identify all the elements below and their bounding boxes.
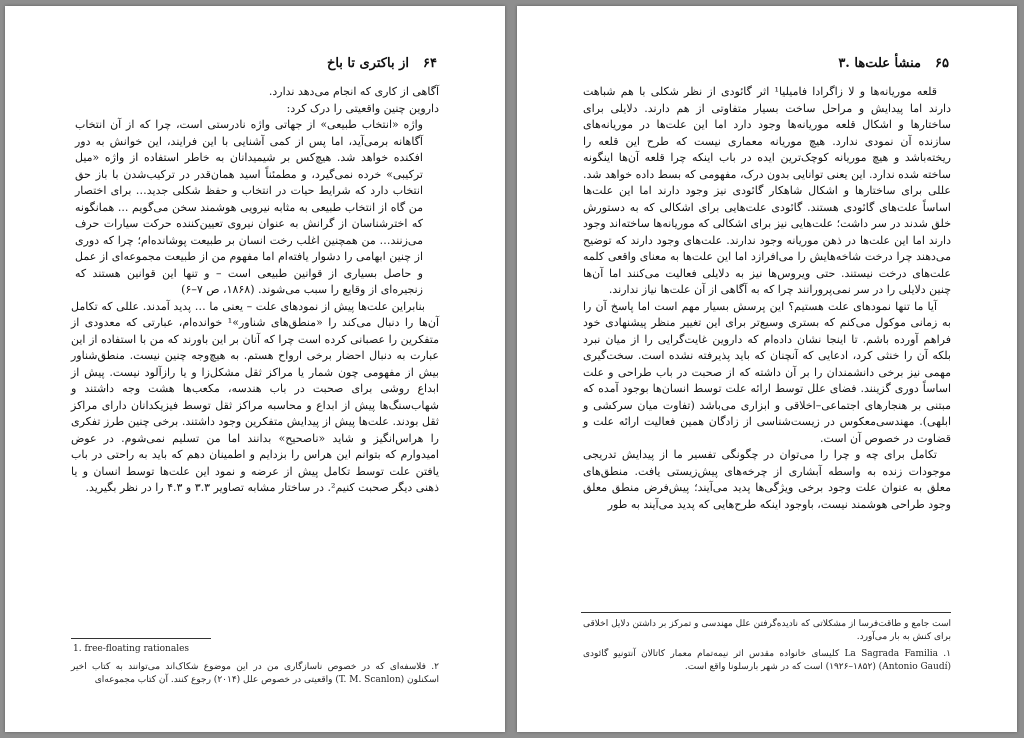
paragraph: داروین چنین واقعیتی را درک کرد: <box>286 101 439 115</box>
paragraph: قلعه موریانه‌ها و لا زاگرادا فامیلیا¹ اثر گائودی از نظر شکلی با هم شباهت دارند اما پیدایش و مراحل ساخت بسیار متفاوتی از هم دارند. دلایلی برای ساختارها و اشکال قلعه موریانه‌ها وجود دارد اما این علت‌ها در موریانه‌های سازنده آن نمودی ندارد. هیچ موریانه معماری نیست که طرح این قلعه را ریخته‌باشد و هیچ موریانه کوچک‌ترین ایده در باب اینکه چرا قلعه آن‌ها اینگونه ساخته شده ندارد. این یعنی توانایی بدون درک، مفهومی که بسط داده خواهد شد. عللی برای ساختارها و اشکال شاهکار گائودی نیز وجود دارند اما این علت‌ها اساساً علت‌های گائودی هستند. گائودی علت‌هایی برای اشکالی که به دستورش خلق شدند در سر داشت؛ علت‌هایی نیز برای اشکالی که موریانه‌ها ساخته‌اند وجود دارند اما این علت‌ها در ذهن موریانه وجود ندارند. علت‌های وجود دارند که توضیح می‌دهند چرا درخت شاخه‌هایش را می‌افرازد اما این علت‌ها به معنای واقعی کلمه علت‌های درخت نیستند. حتی ویروس‌ها نیز به دلایلی فعالیت می‌کنند اما آن‌ها چنین دلایلی را در سر نمی‌پرورانند چرا که به آگاهی از آن علت‌ها نیاز ندارند. <box>583 85 951 296</box>
right-page <box>517 6 1017 732</box>
running-title: از باکتری تا باخ <box>326 56 409 71</box>
page-number: ۶۴ <box>423 56 437 71</box>
footnote-divider <box>581 612 951 613</box>
page-number: ۶۵ <box>935 56 949 71</box>
block-quote: واژه «انتخاب طبیعی» از جهاتی واژه نادرستی است، چرا که از آن انتخاب آگاهانه برمی‌آید، اما پس از کمی آشنایی با این فرایند، این خوانش به دور افکنده خواهد شد. هیچ‌کس بر شیمیدانان به خاطر استفاده از واژه «میل ترکیبی» خرده نمی‌گیرد، و مطمئناً اسید همان‌قدر در ترکیب‌شدن با باز حق انتخاب دارد که شرایط حیات در انتخاب و حفظ شکلی جدید… برای اختصار من گاه از انتخاب طبیعی به مثابه نیرویی هوشمند سخن می‌گویم ... همانگونه که اخترشناسان از گرانش به عنوان نیروی تعیین‌کننده حرکت سیارات حرف می‌زنند… من همچنین اغلب رخت انسان بر طبیعت پوشانده‌ام؛ چرا که دوری از چنین ابهامی را دشوار یافته‌ام اما مفهوم من از طبیعت مجموعه‌ای از عمل و حاصل بسیاری از قوانین طبیعی است – و تنها این قوانین هستند که زنجیره‌ای از وقایع را سبب می‌شوند. (۱۸۶۸، ص ۷–۶) <box>75 118 423 296</box>
footnote: ۲. فلاسفه‌ای که در خصوص ناسازگاری من در این موضوع شکاک‌اند می‌توانند به کتاب اخیر اسکنلون (T. M. Scanlon) واقعیتی در خصوص علل (۲۰۱۴) رجوع کنند. آن کتاب مجموعه‌ای <box>71 662 439 685</box>
paragraph: آیا ما تنها نمودهای علت هستیم؟ این پرسش بسیار مهم است اما پاسخ آن را به زمانی موکول می‌کنم که بستری وسیع‌تر برای این تغییر منظر پیشنهادی خود فراهم آورده باشم. تا اینجا نشان داده‌ام که داروین غایت‌گرایی را از میان نبرد بلکه آن را خنثی کرد، ادعایی که آنچنان که باید پذیرفته نشده است. سخت‌گیری مهمی نیز برخی دانشمندان را بر آن داشته که از صحبت در باب طراحی و علت اساساً دوری گزینند. فضای علل توسط ارائه علت توسط انسان‌ها بوجود آمده که مبتنی بر هنجارهای اجتماعی–اخلاقی و ابزاری می‌باشد (تفاوت میان سرکشی و ابلهی). مهندسی‌معکوس در زیست‌شناسی از زادگان همین فعالیت ارائه علت و قضاوت در خصوص آن است. <box>583 299 951 445</box>
left-page-header <box>73 56 437 76</box>
left-page-body <box>71 84 439 497</box>
left-page <box>5 6 505 732</box>
right-page-header <box>585 56 949 76</box>
paragraph: بنابراین علت‌ها پیش از نمودهای علت – یعنی ما … پدید آمدند. عللی که تکامل آن‌ها را دنبال می‌کند را «منطق‌های شناور»¹ خوانده‌ام، عبارتی که معدودی از متفکرین را عصبانی کرده است چرا که آنان بر این باورند که من با استفاده از این عبارت به دنبال احضار برخی ارواح هستم. به هیچ‌وجه چنین نیست. منطق‌شناور بیش از مفهومی چون شمار یا مراکز ثقل مشکل‌زا و یا رازآلود نیست. پیش از ابداع روشی برای صحبت در باب هندسه، مکعب‌ها هشت وجه داشتند و شهاب‌سنگ‌ها پیش از ابداع و محاسبه مراکز ثقل توسط فیزیکدانان دارای مراکز ثقل بودند. علت‌ها پیش از پیدایش متفکرین وجود داشتند. برخی چنین طرز تفکری را هراس‌انگیز و شاید «ناصحیح» بدانند اما من تسلیم نمی‌شوم. در عوض امیدوارم که بتوانم این هراس را بزدایم و اطمینان دهم که باید به راحتی در باب یافتن علت توسط تکامل پیش از عرضه و نمود این علت‌ها توسط انسان و یا ذهنی دیگر صحبت کنیم². در ساختار مشابه تصاویر ۳.۳ و ۴.۳ را در نظر بگیرید. <box>71 299 439 494</box>
running-title: ۳. منشأ علت‌ها <box>838 56 921 71</box>
footnote: است جامع و طاقت‌فرسا از مشکلاتی که نادیده‌گرفتن علل مهندسی و تمرکز بر داشتن دلایل اخلاقی برای کنش به بار می‌آورد. <box>583 619 951 642</box>
footnote: ۱. La Sagrada Familia کلیسای خانواده مقدس اثر نیمه‌تمام معمار کاتالان آنتونیو گائودی (Antonio Gaudí) (۱۹۲۶–۱۸۵۲) است که در شهر بارسلونا واقع است. <box>583 649 952 672</box>
footnote: 1. free-floating rationales <box>73 644 190 654</box>
footnote-divider <box>71 638 211 639</box>
right-page-body <box>583 84 951 513</box>
paragraph: آگاهی از کاری که انجام می‌دهد ندارد. <box>268 85 439 98</box>
paragraph: تکامل برای چه و چرا را می‌توان در چگونگی تفسیر ما از پیدایش تدریجی موجودات زنده به واسطه آبشاری از چرخه‌های پیش‌زیستی یافت. منطق‌های معلق به عنوان علت وجود برخی ویژگی‌ها پدید می‌آیند؛ پیش‌فرض منطق معلق وجود طراحی هوشمند نیست، باوجود اینکه طرح‌هایی که پدید می‌آیند به طور <box>583 448 951 511</box>
